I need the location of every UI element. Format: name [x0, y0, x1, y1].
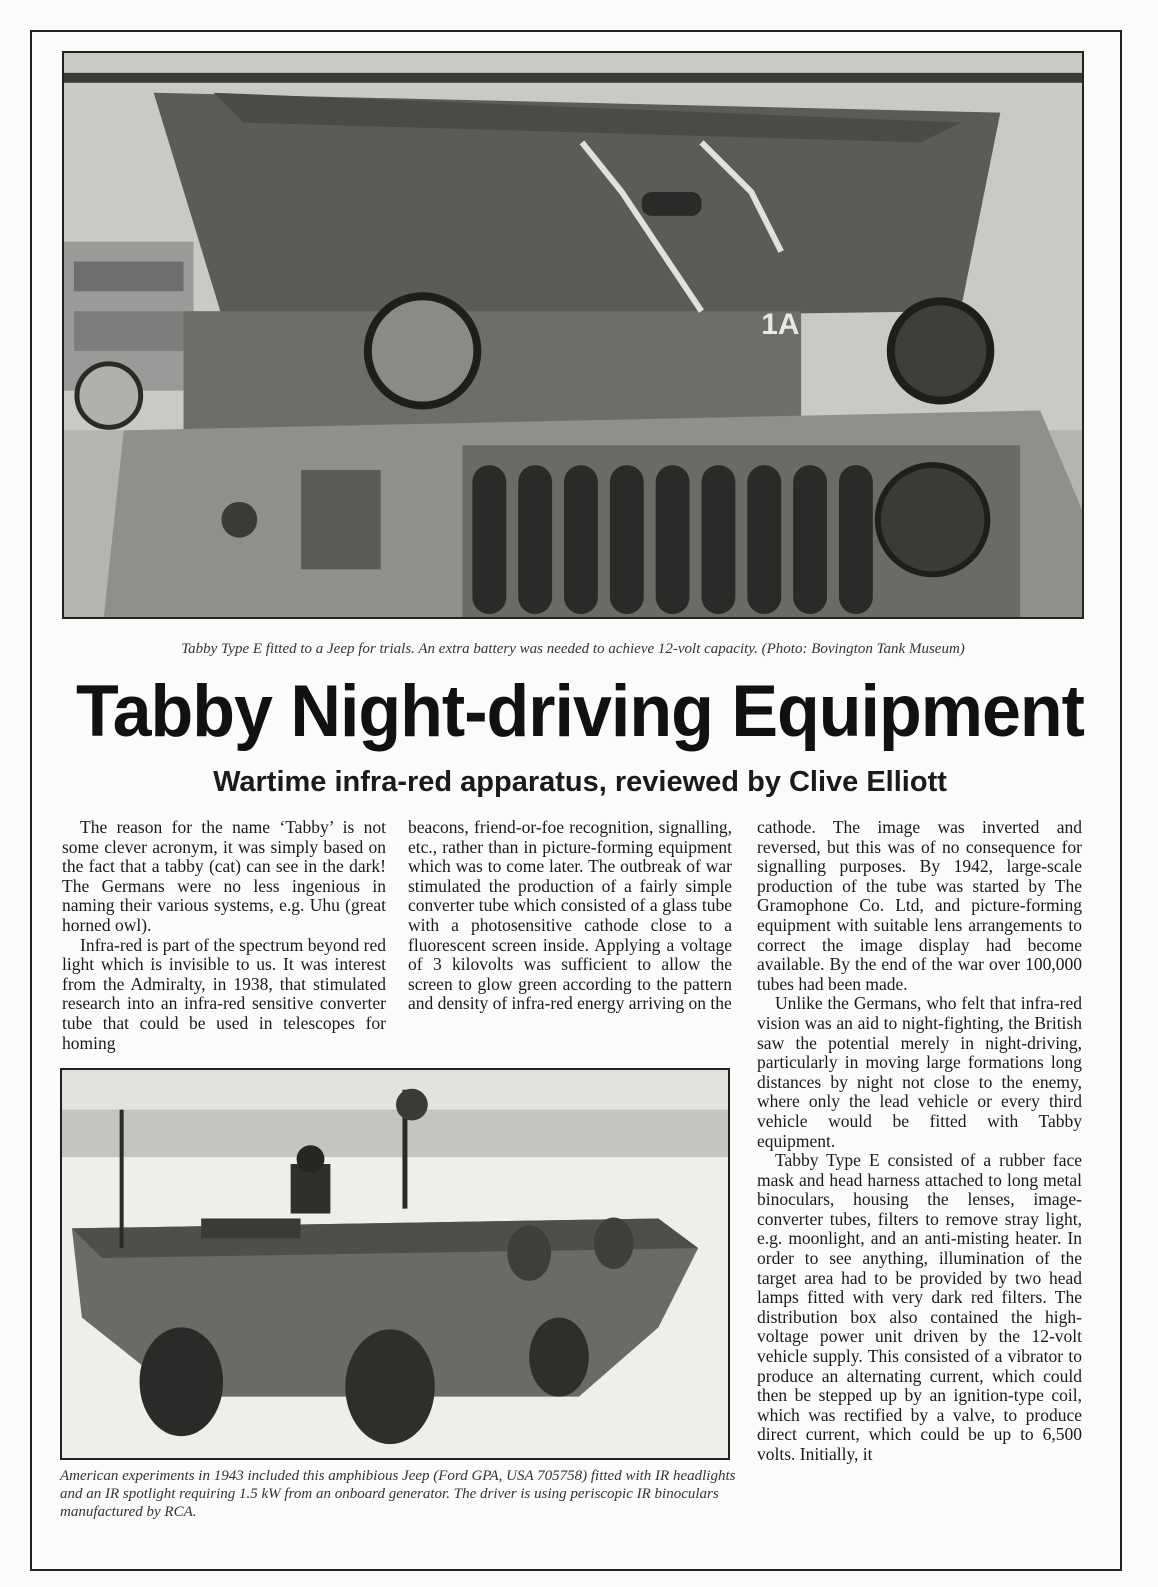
top-photo-caption: Tabby Type E fitted to a Jeep for trials. An extra battery was needed to achieve 12-volt capacity. (Photo: Bovington Tank Museum) [181, 641, 965, 657]
amphibious-jeep-photo [60, 1068, 730, 1460]
article-title: Tabby Night-driving Equipment [76, 670, 1084, 752]
article-column-1 [62, 818, 386, 1053]
bottom-photo-caption: American experiments in 1943 included this amphibious Jeep (Ford GPA, USA 705758) fitted with IR headlights and an IR spotlight requiring 1.5 kW from an onboard generator. The driver is using periscopic IR binoculars manufactured by RCA. [60, 1468, 736, 1520]
jeep-illustration [64, 53, 1082, 617]
amphibious-jeep-illustration [62, 1070, 728, 1458]
article-subtitle: Wartime infra-red apparatus, reviewed by Clive Elliott [213, 766, 947, 798]
paragraph: cathode. The image was inverted and reversed, but this was of no consequence for signalling purposes. By 1942, large-scale production of the tube was started by The Gramophone Co. Ltd, and picture-forming equipment with suitable lens arrangements to correct the image display had become available. By the end of the war over 100,000 tubes had been made. [757, 817, 1082, 994]
jeep-photo [62, 51, 1084, 619]
jeep-marking: 1A [761, 308, 800, 341]
paragraph: Infra-red is part of the spectrum beyond red light which is invisible to us. It was interest from the Admiralty, in 1938, that stimulated research into an infra-red sensitive converter tube that could be used in telescopes for homing [62, 934, 386, 1053]
paragraph: Tabby Type E consisted of a rubber face mask and head harness attached to long metal binoculars, housing the lenses, image-converter tubes, filters to remove stray light, e.g. moonlight, and an anti-misting heater. In order to see anything, illumination of the target area had to be provided by two head lamps fitted with very dark red filters. The distribution box also contained the high-voltage power unit driven by the 12-volt vehicle supply. This consisted of a vibrator to produce an alternating current, which could then be stepped up by an ignition-type coil, which was rectified by a valve, to produce direct current, which could be up to 6,500 volts. Initially, it [757, 1150, 1082, 1464]
paragraph: beacons, friend-or-foe recognition, signalling, etc., rather than in picture-forming equipment which was to come later. The outbreak of war stimulated the production of a fairly simple converter tube which consisted of a glass tube with a photosensitive cathode close to a fluorescent screen inside. Applying a voltage of 3 kilovolts was sufficient to allow the screen to glow green according to the pattern and density of infra-red energy arriving on the [408, 817, 732, 1014]
paragraph: The reason for the name ‘Tabby’ is not some clever acronym, it was simply based on the fact that a tabby (cat) can see in the dark! The Germans were no less ingenious in naming their various systems, e.g. Uhu (great horned owl). [62, 817, 386, 935]
article-column-3 [757, 818, 1082, 1465]
article-column-2 [408, 818, 732, 1014]
paragraph: Unlike the Germans, who felt that infra-red vision was an aid to night-fighting, the British saw the potential merely in night-driving, particularly in moving large formations long distances by night not close to the enemy, where only the lead vehicle or every third vehicle would be fitted with Tabby equipment. [757, 993, 1082, 1151]
